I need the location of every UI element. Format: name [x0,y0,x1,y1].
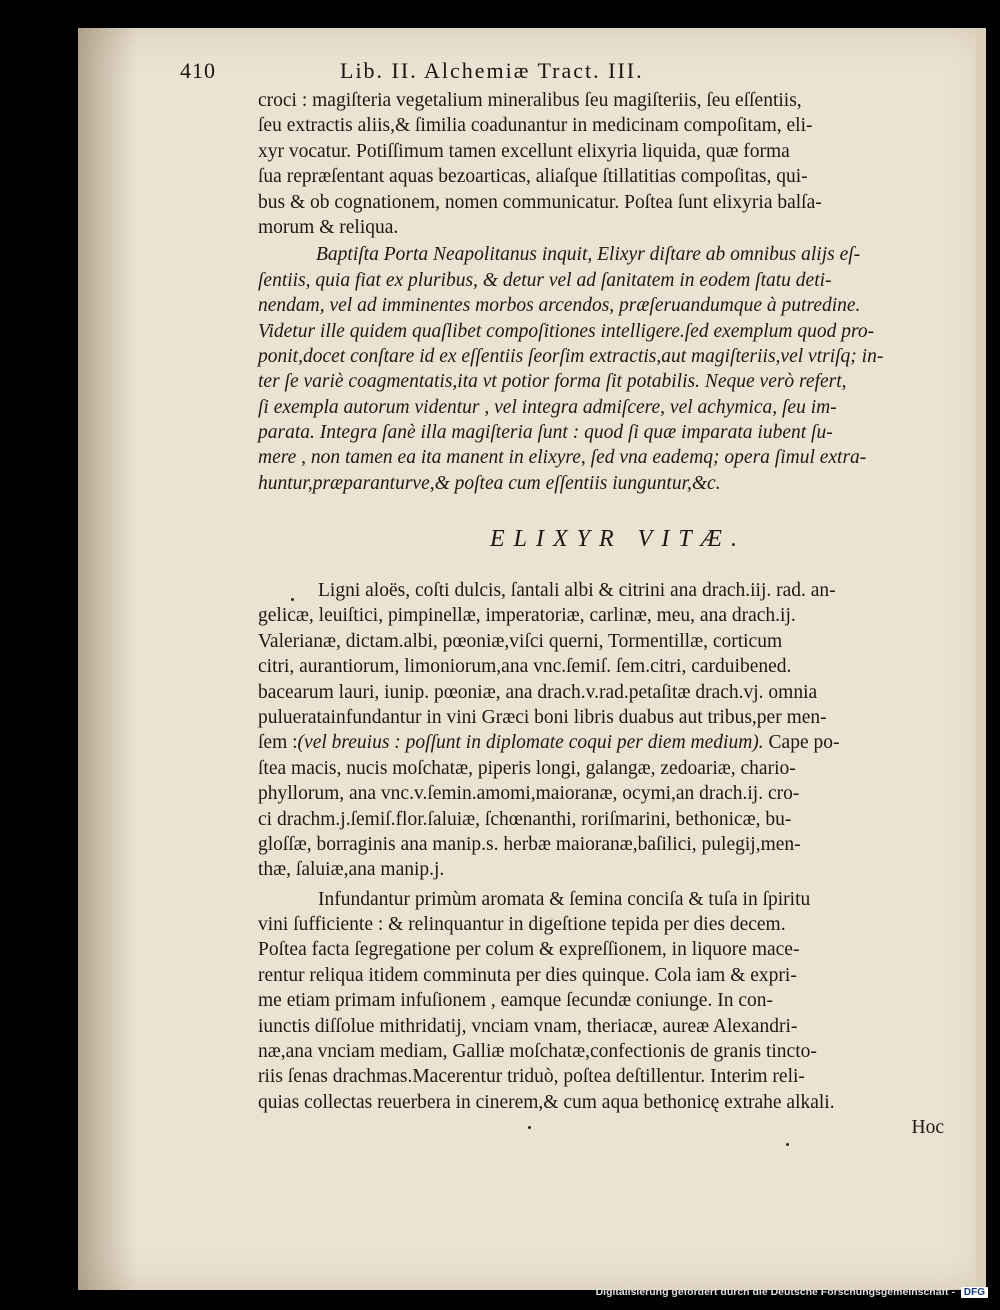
text-line: ci drachm.j.ſemiſ.flor.ſaluiæ, ſchœnanthi, roriſmarini, bethonicæ, bu- [258,808,792,830]
dfg-logo: DFG [961,1287,988,1298]
text-line: ſua repræſentant aquas bezoarticas, aliaſque ſtillatitias compoſitas, qui- [258,166,808,188]
text-line: pulueratainfundantur in vini Græci boni libris duabus aut tribus,per men- [258,706,827,728]
running-title: Lib. II. Alchemiæ Tract. III. [340,58,644,83]
text-fragment: ſem : [258,732,298,754]
text-line: rentur reliqua itidem comminuta per dies quinque. Cola iam & expri- [258,964,797,986]
page-number: 410 [180,58,216,83]
credit-text: Digitalisierung gefördert durch die Deutsche Forschungsgemeinschaft - [595,1286,955,1298]
text-block-upper [258,88,950,496]
text-line: iunctis diſſolue mithridatij, vnciam vnam, theriacæ, aureæ Alexandri- [258,1015,798,1037]
text-line: Valerianæ, dictam.albi, pœoniæ,viſci querni, Tormentillæ, corticum [258,630,783,652]
text-line: ſtea macis, nucis moſchatæ, piperis longi, galangæ, zedoariæ, chario- [258,757,796,779]
text-line: parata. Integra ſanè illa magiſteria ſunt : quod ſi quæ imparata iubent ſu- [258,422,833,444]
page-edge [976,28,986,1290]
text-line: riis ſenas drachmas.Macerentur triduò, poſtea deſtillentur. Interim reli- [258,1066,805,1088]
text-line: ſentiis, quia fiat ex pluribus, & detur vel ad ſanitatem in eodem ſtatu deti- [258,269,832,291]
text-block-lower [258,578,950,1141]
text-line: mere , non tamen ea ita manent in elixyre, ſed vna eademq; opera ſimul extra- [258,447,867,469]
speck [786,1143,789,1146]
text-line: næ,ana vnciam mediam, Galliæ moſchatæ,confectionis de granis tincto- [258,1041,817,1063]
text-line: thæ, ſaluiæ,ana manip.j. [258,859,445,881]
text-line: vini ſufficiente : & relinquantur in digeſtione tepida per dies decem. [258,914,786,936]
text-line: Poſtea facta ſegregatione per colum & expreſſionem, in liquore mace- [258,939,800,961]
text-line: gelicæ, leuiſtici, pimpinellæ, imperatoriæ, carlinæ, meu, ana drach.ij. [258,605,796,627]
text-fragment: Cape po- [768,732,840,754]
digitization-credit [0,1286,988,1304]
speck [291,598,294,601]
text-line: citri, aurantiorum, limoniorum,ana vnc.ſemiſ. ſem.citri, carduibened. [258,656,792,678]
text-line: ter ſe variè coagmentatis,ita vt potior forma ſit potabilis. Neque verò refert, [258,371,847,393]
text-line: me etiam primam infuſionem , eamque ſecundæ coniunge. In con- [258,990,773,1012]
page-gutter-shadow [78,28,138,1290]
text-line: Videtur ille quidem quaſlibet compoſitiones intelligere.ſed exemplum quod pro- [258,320,875,342]
text-line: Ligni aloës, coſti dulcis, ſantali albi & citrini ana drach.iij. rad. an- [318,580,836,601]
text-line: quias collectas reuerbera in cinerem,& cum aqua bethonicę extrahe alkali. [258,1091,835,1113]
text-line: huntur,præparanturve,& poſtea cum eſſentiis iunguntur,&c. [258,472,721,494]
paragraph-1 [258,88,950,240]
section-heading: ELIXYR VITÆ. [490,526,747,552]
text-line: ſi exempla autorum videntur , vel integra admiſcere, vel achymica, ſeu im- [258,396,837,418]
text-line: ponit,docet conſtare id ex eſſentiis ſeorſim extractis,aut magiſteriis,vel vtriſq; in- [258,345,884,367]
text-line: phyllorum, ana vnc.v.ſemin.amomi,maioranæ, ocymi,an drach.ij. cro- [258,783,800,805]
text-line: gloſſæ, borraginis ana manip.s. herbæ maioranæ,baſilici, pulegij,men- [258,833,801,855]
text-line: croci : magiſteria vegetalium mineralibus ſeu magiſteriis, ſeu eſſentiis, [258,90,802,111]
paragraph-4 [258,887,950,1116]
paragraph-2-italic [258,242,950,496]
text-line: bus & ob cognationem, nomen communicatur. Poſtea ſunt elixyria balſa- [258,191,822,213]
running-header [180,58,960,88]
catchword: Hoc [911,1117,944,1139]
text-line: Baptiſta Porta Neapolitanus inquit, Elixyr diſtare ab omnibus alijs eſ- [316,244,861,266]
text-line: bacearum lauri, iunip. pœoniæ, ana drach.v.rad.petaſitæ drach.vj. omnia [258,681,818,703]
italic-fragment: (vel breuius : poſſunt in diplomate coqui per diem medium). [297,732,764,754]
text-line: Infundantur primùm aromata & ſemina conciſa & tuſa in ſpiritu [318,888,811,910]
text-line: morum & reliqua. [258,216,399,238]
text-line: nendam, vel ad imminentes morbos arcendos, præſeruandumque à putredine. [258,295,861,317]
text-line-mixed [258,730,950,755]
text-line: ſeu extractis aliis,& ſimilia coadunantur in medicinam compoſitam, eli- [258,115,813,137]
text-line: xyr vocatur. Potiſſimum tamen excellunt elixyria liquida, quæ forma [258,140,790,162]
paragraph-3 [258,578,950,883]
speck [528,1126,531,1129]
